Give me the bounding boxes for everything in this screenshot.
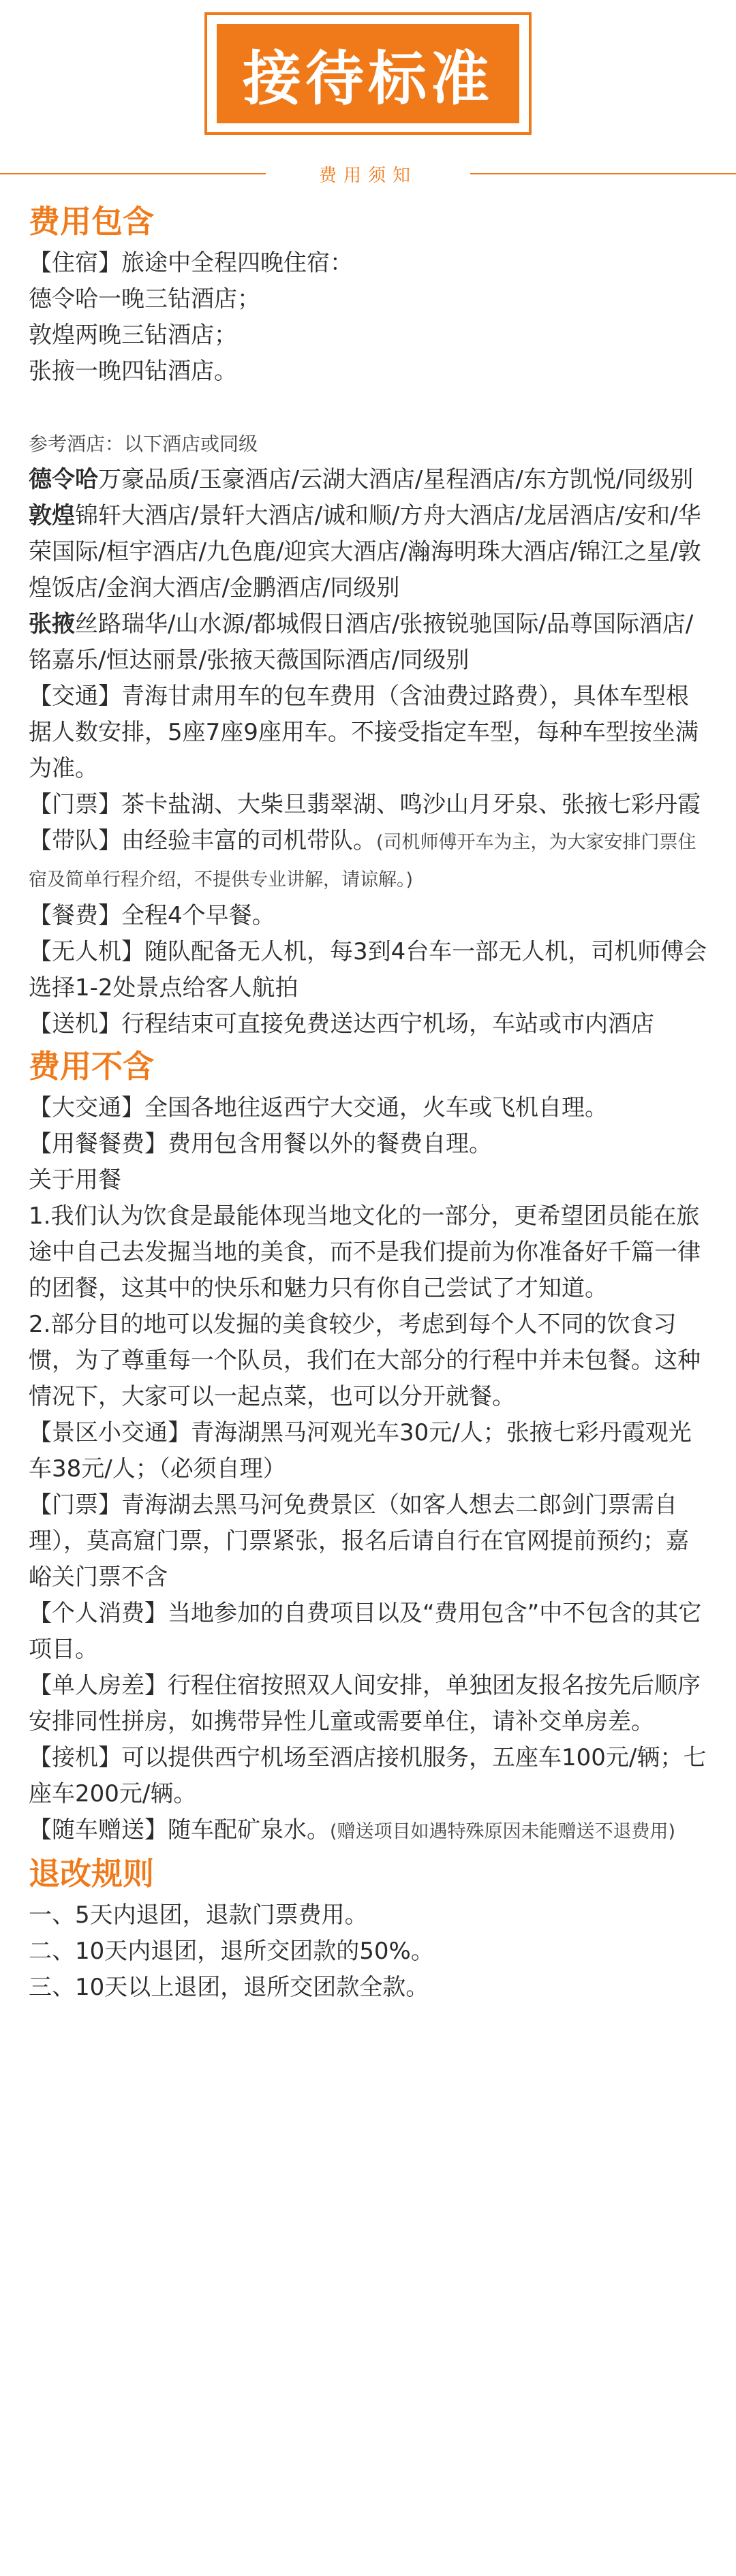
item-label: 【接机】 [29, 1744, 121, 1771]
divider-right [470, 173, 736, 174]
ref-hotel-row [29, 462, 710, 498]
meal-paragraph: 1.我们认为饮食是最能体现当地文化的一部分，更希望团员能在旅途中自己去发掘当地的美食，而不是我们提前为你准备好千篇一律的团餐，这其中的快乐和魅力只有你自己尝试了才知道。 [29, 1202, 701, 1302]
item-text: 由经验丰富的司机带队。 [121, 827, 376, 854]
item-text: 随队配备无人机，每3到4台车一部无人机，司机师傅会选择1-2处景点给客人航拍 [29, 938, 707, 1002]
item-text: 当地参加的自费项目以及“费用包含”中不包含的其它项目。 [29, 1600, 702, 1663]
item-label: 【门票】 [29, 791, 121, 818]
ref-hotel-row [29, 498, 710, 606]
item-text: 行程住宿按照双人间安排，单独团友报名按先后顺序安排同性拼房，如携带异性儿童或需要单住，请补交单房差。 [29, 1672, 701, 1735]
excluded-item [29, 1668, 710, 1740]
item-label: 【住宿】 [29, 249, 121, 277]
item-note: (司机师傅开车为主，为大家安排门票住宿及简单行程介绍，不提供专业讲解，请谅解。) [29, 832, 696, 890]
ref-list: 锦轩大酒店/景轩大酒店/诚和顺/方舟大酒店/龙居酒店/安和/华荣国际/桓宇酒店/九色鹿/迎宾大酒店/瀚海明珠大酒店/锦江之星/敦煌饭店/金润大酒店/金鹏酒店/同级别 [29, 502, 701, 602]
excluded-item [29, 1090, 710, 1126]
item-text: 青海湖去黑马河免费景区（如客人想去二郎剑门票需自理），莫高窟门票，门票紧张，报名后请自行在官网提前预约；嘉峪关门票不含 [29, 1491, 689, 1591]
item-label: 【交通】 [29, 683, 121, 710]
item-label: 【景区小交通】 [29, 1419, 191, 1446]
section-included-heading: 费用包含 [29, 203, 154, 240]
item-label: 【个人消费】 [29, 1600, 168, 1627]
item-label: 【带队】 [29, 827, 121, 854]
excluded-item [29, 1812, 710, 1850]
excluded-item [29, 1487, 710, 1596]
included-item [29, 679, 710, 787]
hotel-line: 德令哈一晚三钻酒店； [29, 285, 260, 313]
refund-rule: 三、10天以上退团，退所交团款全款。 [29, 1974, 429, 2001]
included-item [29, 898, 710, 934]
excluded-item [29, 1126, 710, 1162]
item-text: 青海甘肃用车的包车费用（含油费过路费），具体车型根据人数安排，5座7座9座用车。不接受指定车型，每种车型按坐满为准。 [29, 683, 699, 782]
item-text: 全国各地往返西宁大交通，火车或飞机自理。 [144, 1094, 608, 1121]
divider-left [0, 173, 266, 174]
item-text: 费用包含用餐以外的餐费自理。 [168, 1130, 492, 1158]
ref-city: 德令哈 [29, 466, 98, 493]
included-item [29, 1006, 710, 1042]
ref-list: 万豪品质/玉豪酒店/云湖大酒店/星程酒店/东方凯悦/同级别 [98, 466, 694, 493]
item-text: 青海湖黑马河观光车30元/人；张掖七彩丹霞观光车38元/人；（必须自理） [29, 1419, 692, 1483]
refund-rule: 二、10天内退团，退所交团款的50%。 [29, 1938, 434, 1965]
item-label: 【单人房差】 [29, 1672, 168, 1699]
excluded-item [29, 1415, 710, 1487]
ref-list: 丝路瑞华/山水源/都城假日酒店/张掖锐驰国际/品尊国际酒店/铭嘉乐/恒达丽景/张掖天薇国际酒店/同级别 [29, 610, 694, 674]
item-text: 可以提供西宁机场至酒店接机服务，五座车100元/辆；七座车200元/辆。 [29, 1744, 707, 1807]
page-title: 接待标准 [217, 24, 519, 123]
item-text: 茶卡盐湖、大柴旦翡翠湖、鸣沙山月牙泉、张掖七彩丹霞 [121, 791, 701, 818]
item-text: 随车配矿泉水。 [168, 1816, 330, 1844]
hotel-line: 张掖一晚四钻酒店。 [29, 358, 237, 385]
ref-hotel-row [29, 606, 710, 679]
excluded-item [29, 1740, 710, 1812]
item-text: 全程4个早餐。 [121, 902, 275, 929]
item-label: 【大交通】 [29, 1094, 144, 1121]
section-excluded-heading: 费用不含 [29, 1048, 154, 1085]
accommodation-line [29, 245, 710, 281]
included-item [29, 787, 710, 823]
title-frame [204, 12, 532, 135]
item-label: 【用餐餐费】 [29, 1130, 168, 1158]
subtitle: 费用须知 [318, 165, 417, 186]
meal-title: 关于用餐 [29, 1166, 121, 1194]
item-label: 【餐费】 [29, 902, 121, 929]
item-label: 【随车赠送】 [29, 1816, 168, 1844]
item-label: 【门票】 [29, 1491, 121, 1519]
ref-hotel-note: 参考酒店：以下酒店或同级 [29, 433, 258, 455]
section-refund-heading: 退改规则 [29, 1855, 154, 1892]
item-text: 行程结束可直接免费送达西宁机场，车站或市内酒店 [121, 1010, 654, 1038]
included-item [29, 823, 710, 898]
refund-rule: 一、5天内退团，退款门票费用。 [29, 1902, 368, 1929]
content [29, 198, 710, 2006]
item-label: 【送机】 [29, 1010, 121, 1038]
item-text: 旅途中全程四晚住宿： [121, 249, 353, 277]
item-note: (赠送项目如遇特殊原因未能赠送不退费用) [330, 1821, 676, 1842]
ref-city: 敦煌 [29, 502, 75, 529]
hotel-line: 敦煌两晚三钻酒店； [29, 322, 237, 349]
subheader [0, 157, 736, 191]
ref-city: 张掖 [29, 610, 75, 638]
included-item [29, 934, 710, 1006]
item-label: 【无人机】 [29, 938, 144, 965]
meal-paragraph: 2.部分目的地可以发掘的美食较少，考虑到每个人不同的饮食习惯，为了尊重每一个队员，我们在大部分的行程中并未包餐。这种情况下，大家可以一起点菜，也可以分开就餐。 [29, 1311, 701, 1410]
excluded-item [29, 1596, 710, 1668]
